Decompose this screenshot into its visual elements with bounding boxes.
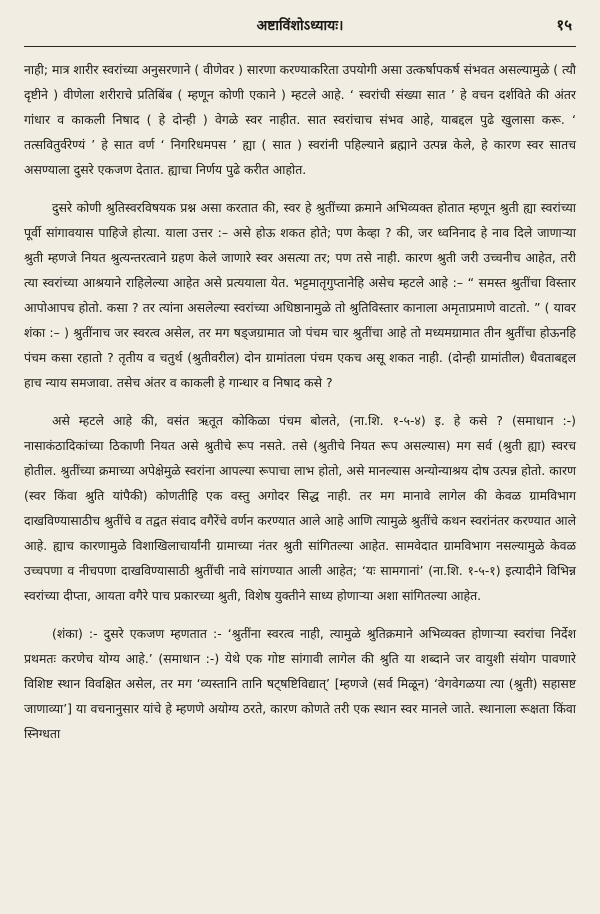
- paragraph: नाही; मात्र शारीर स्वरांच्या अनुसरणाने ( वीणेवर ) सारणा करण्याकरिता उपयोगी असा उत्कर्षापकर्ष संभवत असल्यामुळे ( त्यौ दृष्टीने ) वीणेला शरीराचे प्रतिबिंब ( म्हणून कोणी एकाने ) म्हटले आहे. ‘ स्वरांची संख्या सात ’ हे वचन दर्शविते की अंतर गांधार व काकली निषाद ( हे दोन्ही ) वेगळे स्वर नाहीत. सात स्वरांचाच संभव आहे, याबद्दल पुढे खुलासा करू. ‘ तत्सवितुर्वरेण्यं ’ हे सात वर्ण ‘ निगरिधमपस ’ ह्या ( सात ) स्वरांनी पहिल्याने ब्रह्माने उत्पन्न केले, हे कारण स्वर सातच असण्याला दुसरे एकजण देतात. ह्याचा निर्णय पुढे करीत आहोत.: [24, 62, 576, 177]
- paragraph: (शंका) :- दुसरे एकजण म्हणतात :- ‘श्रुतींना स्वरत्व नाही, त्यामुळे श्रुतिक्रमाने अभिव्यक्त होणाऱ्या स्वरांचा निर्देश प्रथमतः करणेच योग्य आहे.’ (समाधान :-) येथे एक गोष्ट सांगावी लागेल की श्रुति या शब्दाने जर वायुशी संयोग पावणारे विशिष्ट स्थान विवक्षित असेल, तर मग ‘व्यस्तानि तानि षट्षष्टिविद्यात्’ [म्हणजे (सर्व मिळून) ‘वेगवेगळया त्या (श्रुती) सहासष्ट जाणाव्या’] या वचनानुसार यांचे हे म्हणणे अयोग्य ठरते, कारण कोणते तरी एक स्थान स्वर मानले जाते. स्थानाला रूक्षता किंवा स्निग्धता: [24, 626, 576, 741]
- page-header: [24, 10, 576, 47]
- paragraph: दुसरे कोणी श्रुतिस्वरविषयक प्रश्न असा करतात की, स्वर हे श्रुतींच्या क्रमाने अभिव्यक्त होतात म्हणून श्रुती ह्या स्वरांच्या पूर्वी सांगावयास पाहिजे होत्या. याला उत्तर :– असे होऊ शकत होते; पण केव्हा ? की, जर ध्वनिनाद हे नाव दिले जाणाऱ्या श्रुती म्हणजे नियत श्रुत्यन्तरत्वाने ग्रहण केले जाणारे स्वर असत्या तर; पण तसे नाही. कारण श्रुती जरी उच्चनीच आहेत, तरी त्या स्वरांच्या आश्रयाने राहिलेल्या आहेत असे प्रत्ययाला येत. भट्टमातृगुप्तानेहि असेच म्हटले आहे :– “ समस्त श्रुतींचा विस्तार आपोआपच होतो. कसा ? तर त्यांना असलेल्या स्वरांच्या अधिष्ठानामुळे तो श्रुतिविस्तार कानाला अमृताप्रमाणे वाटतो. ” ( यावर शंका :– ) श्रुतींनाच जर स्वरत्व असेल, तर मग षड्जग्रामात जो पंचम चार श्रुतींचा आहे तो मध्यमग्रामात तीन श्रुतींचा होऊनहि पंचम कसा रहातो ? तृतीय व चतुर्थ (श्रुतीवरील) दोन ग्रामांतला पंचम एकच असू शकत नाही. (दोन्ही ग्रामांतील) धैवताबद्दल हाच न्याय समजावा. तसेच अंतर व काकली हे गान्धार व निषाद कसे ?: [24, 200, 576, 390]
- body-text: [24, 47, 576, 746]
- paragraph: असे म्हटले आहे की, वसंत ऋतूत कोकिळा पंचम बोलते, (ना.शि. १-५-४) इ. हे कसे ? (समाधान :-) नासाकंठादिकांच्या ठिकाणी नियत असे श्रुतीचे रूप नसते. तसे (श्रुतीचे नियत रूप असल्यास) मग सर्व (श्रुती ह्या) स्वरच होतील. श्रुतींच्या क्रमाच्या अपेक्षेमुळे स्वरांना आपल्या रूपाचा लाभ होतो, असे मानल्यास अन्योन्याश्रय दोष उत्पन्न होतो. कारण (स्वर किंवा श्रुति यांपैकी) कोणतीहि एक वस्तु अगोदर सिद्ध नाही. तर मग मानावे लागेल की केवळ ग्रामविभाग दाखविण्यासाठीच श्रुतींचे व तद्वत संवाद वगैरेंचे वर्णन करण्यात आले आहे आणि त्यामुळे श्रुतींचे कथन स्वरांनंतर करण्यात आले आहे. ह्याच कारणामुळे विशाखिलाचार्यांनी ग्रामाच्या नंतर श्रुती सांगितल्या आहेत. सामवेदात ग्रामविभाग नसल्यामुळे केवळ उच्चपणा व नीचपणा दाखविण्यासाठी श्रुतींची नावे सांगण्यात आली आहेत; ‘यः सामगानां’ (ना.शि. १-५-१) इत्यादीने विभिन्न स्वरांच्या दीप्ता, आयता वगैरे पाच प्रकारच्या श्रुती, विशेष युक्तीने साध्य होणाऱ्या अशा सांगितल्या आहेत.: [24, 413, 576, 603]
- running-title: अष्टाविंशोऽध्यायः।: [256, 18, 344, 34]
- page-number: १५: [556, 16, 572, 34]
